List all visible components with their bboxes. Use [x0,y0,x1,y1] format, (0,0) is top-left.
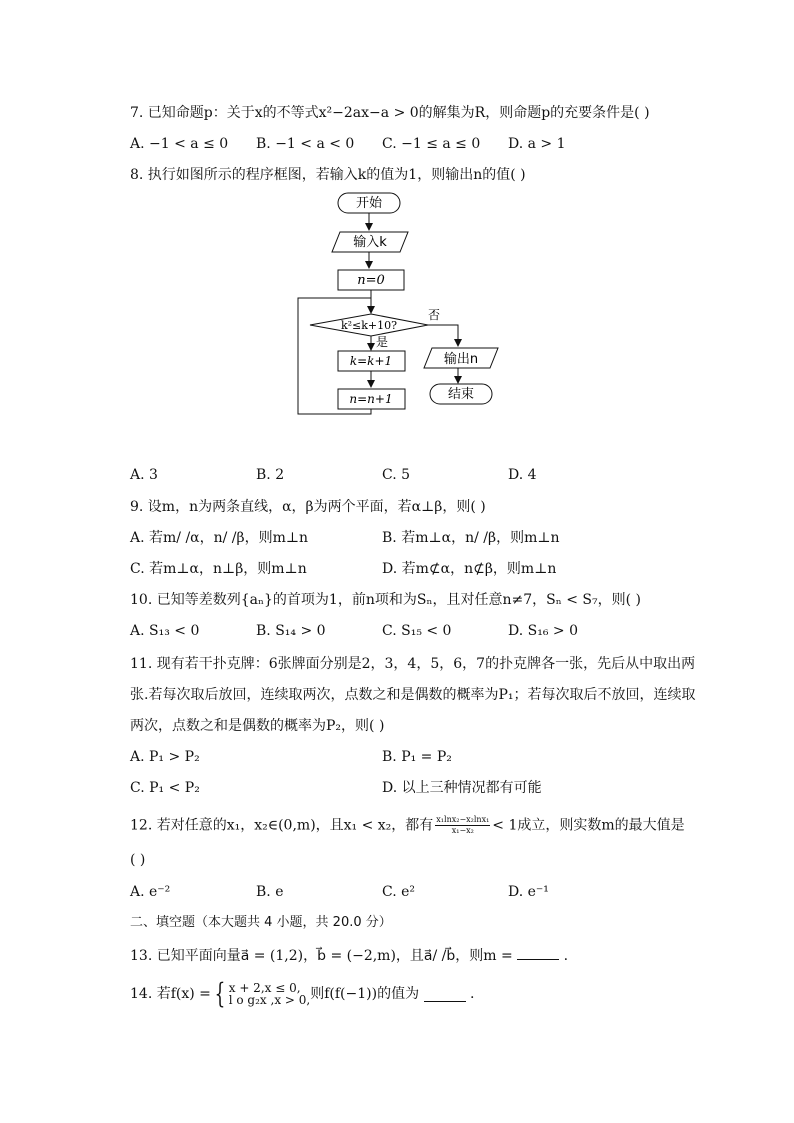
q12-fraction-denominator: x₁−x₂ [451,826,474,835]
flow-input-text: 输入k [353,235,387,250]
flow-start-text: 开始 [355,196,383,211]
flowchart [280,188,520,438]
q14-tail: . [469,986,475,1002]
q8-option-a: A. 3 [130,467,158,483]
q11-option-b: B. P₁ = P₂ [382,749,452,765]
q14-cases [229,982,310,1006]
q12-stem-pre: 12. 若对任意的x₁，x₂∈(0,m)，且x₁ < x₂，都有 [130,817,434,834]
q14-case1: x + 2,x ≤ 0, [228,981,301,995]
flow-no-label: 否 [428,308,441,322]
flow-init-text: n=0 [357,273,385,288]
q7-option-a: A. −1 < a ≤ 0 [130,136,229,152]
q14-pre: 14. 若f(x) = [130,986,211,1002]
q14-stem [130,977,475,1010]
q9-option-d: D. 若m⊄α，n⊄β，则m⊥n [382,561,557,577]
q14-post: 则f(f(−1))的值为 [310,986,420,1002]
q14-answer-blank[interactable] [424,987,466,1002]
flow-no-line [428,325,458,345]
q12-fraction-numerator: x₁lnx₂−x₂lnx₁ [436,815,490,824]
section-title: 二、填空题（本大题共 4 小题，共 20.0 分） [130,915,392,930]
q12-line2: ( ) [130,852,146,868]
flow-yes-label: 是 [376,335,389,349]
q10-option-b: B. S₁₄ > 0 [256,623,326,639]
q12-stem [130,815,685,836]
flow-decision-text: k²≤k+10? [340,319,398,332]
q14-case2: l o g₂x ,x > 0, [228,993,311,1007]
flow-end-text: 结束 [447,387,475,402]
q12-option-a: A. e⁻² [130,884,171,900]
flow-step1-text: k=k+1 [349,354,393,368]
q11-line3: 两次，点数之和是偶数的概率为P₂，则( ) [130,718,385,734]
q10-option-d: D. S₁₆ > 0 [508,623,578,639]
q7-option-d: D. a > 1 [508,136,566,152]
q11-option-c: C. P₁ < P₂ [130,780,200,796]
q14-brace: { [214,977,226,1010]
q10-option-c: C. S₁₅ < 0 [382,623,452,639]
q11-option-d: D. 以上三种情况都有可能 [382,780,542,796]
flow-output-text: 输出n [443,352,479,367]
q10-option-a: A. S₁₃ < 0 [130,623,200,639]
q11-line1: 11. 现有若干扑克牌：6张牌面分别是2，3，4，5，6，7的扑克牌各一张，先后从中取出两 [130,656,696,672]
q12-fraction [435,815,490,836]
q12-stem-post: < 1成立，则实数m的最大值是 [492,817,685,834]
q13-answer-blank[interactable] [517,945,559,960]
q8-option-d: D. 4 [508,467,537,483]
q8-option-b: B. 2 [256,467,285,483]
q8-option-c: C. 5 [382,467,411,483]
q9-option-c: C. 若m⊥α，n⊥β，则m⊥n [130,561,307,577]
q13-stem-text: 13. 已知平面向量a⃗ = (1,2)，b⃗ = (−2,m)，且a⃗/ /b⃗，则m = [130,948,513,964]
q13-stem [130,945,568,966]
q7-option-b: B. −1 < a < 0 [256,136,355,152]
q8-stem: 8. 执行如图所示的程序框图，若输入k的值为1，则输出n的值( ) [130,167,526,183]
q13-tail: . [563,948,569,964]
q10-stem: 10. 已知等差数列{aₙ}的首项为1，前n项和为Sₙ，且对任意n≠7，Sₙ < S₇，则( ) [130,592,642,608]
q11-option-a: A. P₁ > P₂ [130,749,200,765]
q12-option-b: B. e [256,884,284,900]
q9-stem: 9. 设m，n为两条直线，α，β为两个平面，若α⊥β，则( ) [130,499,486,515]
q11-line2: 张.若每次取后放回，连续取两次，点数之和是偶数的概率为P₁；若每次取后不放回，连续取 [130,687,696,703]
q12-option-c: C. e² [382,884,416,900]
q12-option-d: D. e⁻¹ [508,884,549,900]
flow-step2-text: n=n+1 [349,392,393,406]
q9-option-b: B. 若m⊥α，n/ /β，则m⊥n [382,530,560,546]
q7-option-c: C. −1 ≤ a ≤ 0 [382,136,481,152]
q7-stem: 7. 已知命题p：关于x的不等式x²−2ax−a > 0的解集为R，则命题p的充要条件是( ) [130,105,650,121]
q9-option-a: A. 若m/ /α，n/ /β，则m⊥n [130,530,309,546]
